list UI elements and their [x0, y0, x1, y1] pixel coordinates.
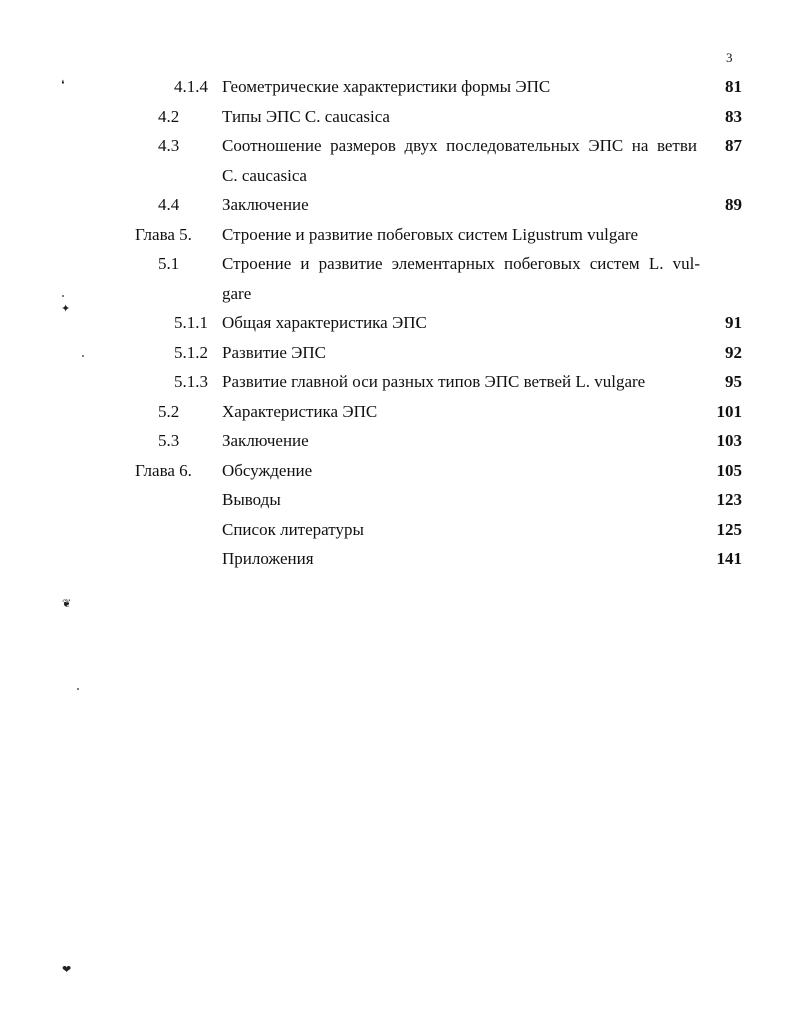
- table-of-contents: [0, 72, 796, 574]
- toc-entry: [0, 308, 796, 338]
- toc-entry-number: 5.1.2: [174, 342, 208, 362]
- toc-entry-title: Геометрические характеристики формы ЭПС: [222, 77, 551, 96]
- toc-entry-title-line: Соотношение размеров двух последовательных ЭПС на ветви: [222, 136, 697, 155]
- toc-entry-title: Типы ЭПС C. caucasica: [222, 106, 390, 126]
- toc-entry-title: [222, 131, 697, 190]
- toc-entry-page: 103: [716, 431, 742, 450]
- toc-section-title: Приложения: [222, 549, 314, 568]
- scan-artifact: ✦: [61, 302, 71, 315]
- toc-entry-title: Заключение: [222, 195, 309, 214]
- toc-section-page: 141: [716, 549, 742, 568]
- toc-section: [0, 544, 796, 574]
- toc-entry-number: 5.1: [158, 254, 180, 273]
- toc-entry-title: Заключение: [222, 431, 309, 450]
- scan-dot: [77, 688, 79, 690]
- toc-entry-title: Характеристика ЭПС: [222, 401, 378, 421]
- scan-artifact: ❤: [62, 963, 72, 976]
- toc-entry: [0, 426, 796, 456]
- toc-entry-number: 4.1.4: [174, 77, 208, 96]
- toc-section-title: Выводы: [222, 490, 281, 509]
- toc-entry-page: 92: [725, 342, 742, 362]
- toc-entry-title: Развитие ЭПС: [222, 342, 327, 362]
- scan-artifact: ❛: [61, 78, 65, 91]
- toc-entry-title: Общая характеристика ЭПС: [222, 313, 427, 332]
- toc-entry-number: 4.3: [158, 136, 180, 155]
- page-number: 3: [726, 50, 733, 65]
- toc-chapter: [0, 220, 796, 250]
- toc-entry-page: 95: [725, 372, 742, 391]
- toc-entry: [0, 131, 796, 190]
- toc-section: [0, 485, 796, 515]
- toc-entry-number: 5.1.3: [174, 372, 208, 391]
- scan-dot: [82, 355, 84, 357]
- toc-entry: [0, 338, 796, 368]
- toc-entry-number: 5.2: [158, 401, 180, 421]
- toc-entry-title: Развитие главной оси разных типов ЭПС ветвей L. vulgare: [222, 372, 646, 391]
- toc-entry-page: 101: [716, 401, 742, 421]
- toc-chapter-title: Строение и развитие побеговых систем Ligustrum vulgare: [222, 224, 639, 244]
- toc-section-page: 123: [716, 490, 742, 509]
- toc-entry: [0, 72, 796, 102]
- toc-entry-title-line: gare: [222, 283, 252, 303]
- toc-entry-page: 89: [725, 195, 742, 214]
- toc-entry-number: 5.1.1: [174, 313, 208, 332]
- scan-artifact: ❦: [62, 597, 72, 610]
- toc-chapter-page: 105: [716, 460, 742, 480]
- toc-chapter-title: Обсуждение: [222, 460, 313, 480]
- toc-entry: [0, 367, 796, 397]
- toc-entry-number: 4.2: [158, 106, 180, 126]
- toc-section: [0, 515, 796, 545]
- toc-chapter: [0, 456, 796, 486]
- toc-entry-page: 83: [725, 106, 742, 126]
- toc-chapter-number: Глава 6.: [135, 460, 192, 480]
- toc-entry-number: 4.4: [158, 195, 180, 214]
- toc-entry-title-line: C. caucasica: [222, 165, 307, 185]
- toc-entry: [0, 190, 796, 220]
- toc-entry-page: 81: [725, 77, 742, 96]
- toc-entry-page: 91: [725, 313, 742, 332]
- toc-section-title: Список литературы: [222, 519, 364, 539]
- toc-entry-title-line: Строение и развитие элементарных побеговых систем L. vul-: [222, 254, 700, 273]
- toc-entry: [0, 397, 796, 427]
- toc-chapter-number: Глава 5.: [135, 224, 192, 244]
- scan-dot: [62, 295, 64, 297]
- toc-entry: [0, 249, 796, 308]
- toc-entry-title: [222, 249, 700, 308]
- toc-entry: [0, 102, 796, 132]
- toc-section-page: 125: [716, 519, 742, 539]
- toc-entry-number: 5.3: [158, 431, 180, 450]
- toc-entry-page: 87: [725, 136, 742, 155]
